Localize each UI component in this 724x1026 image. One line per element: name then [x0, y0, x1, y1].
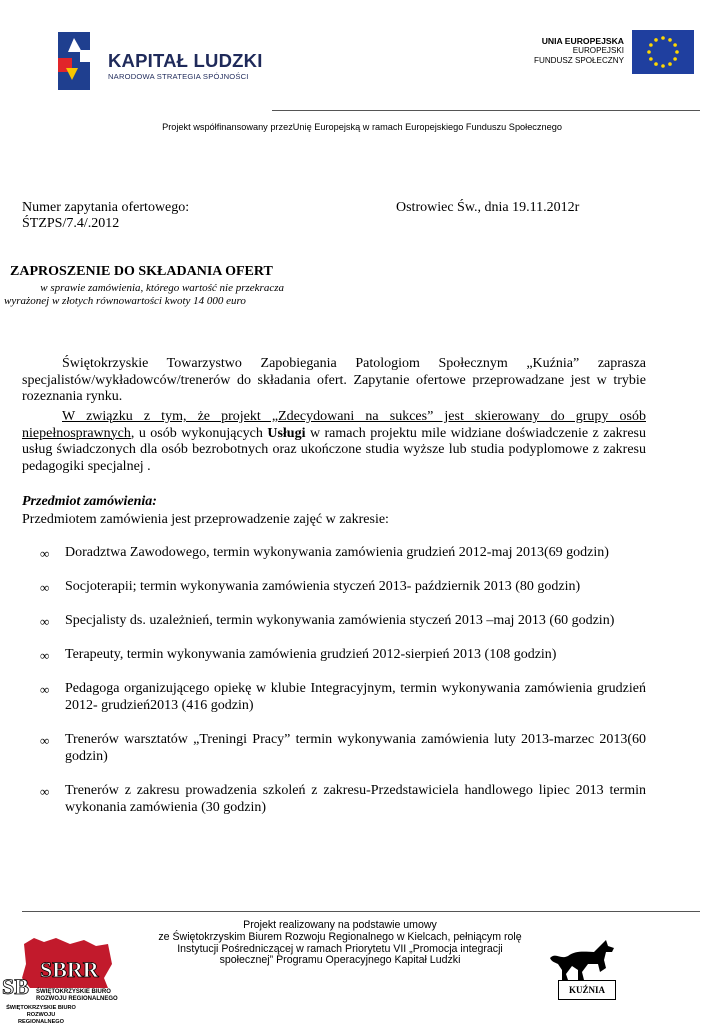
footer-line: Instytucji Pośredniczącej w ramach Priorytetu VII „Promocja integracji — [177, 942, 503, 955]
horse-icon — [548, 938, 618, 982]
eu-star-icon — [661, 64, 665, 68]
kl-logo-name: KAPITAŁ LUDZKI — [108, 50, 263, 71]
list-item — [40, 646, 646, 663]
intro-paragraph: Świętokrzyskie Towarzystwo Zapobiegania Patologiom Społecznym „Kuźnia” zaprasza specjalistów/wykładowców/trenerów do składania ofert. Zapytanie ofertowe przeprowadzane jest w trybie rozeznania rynku. — [22, 356, 646, 405]
list-item-text: Specjalisty ds. uzależnień, termin wykonywania zamówienia styczeń 2013 –maj 2013 (60 godzin) — [65, 613, 615, 628]
bullet-icon: ∞ — [40, 733, 50, 748]
list-item — [40, 578, 646, 595]
kuznia-logo-label: KUŹNIA — [558, 980, 616, 1000]
bullet-icon: ∞ — [40, 580, 50, 595]
reference-label: Numer zapytania ofertowego: — [22, 200, 190, 215]
eu-logo-line2: EUROPEJSKI — [572, 46, 624, 55]
eu-logo-lines — [524, 46, 624, 66]
eu-star-icon — [668, 62, 672, 66]
eu-logo-line3: FUNDUSZ SPOŁECZNY — [534, 56, 624, 65]
list-item-text: Socjoterapii; termin wykonywania zamówienia styczeń 2013- październik 2013 (80 godzin) — [65, 579, 581, 594]
bullet-icon: ∞ — [40, 784, 50, 799]
services-bold-text: Usługi — [267, 425, 306, 441]
document-title: ZAPROSZENIE DO SKŁADANIA OFERT — [10, 264, 273, 279]
list-item-text: Trenerów z zakresu prowadzenia szkoleń z zakresu-Przedstawiciela handlowego lipiec 2013 termin wykonania zamówienia (30 godzin) — [65, 783, 646, 815]
footer-divider — [22, 911, 700, 912]
bullet-icon: ∞ — [40, 648, 50, 663]
eu-star-icon — [661, 36, 665, 40]
list-item — [40, 731, 646, 765]
reference-number: ŚTZPS/7.4/.2012 — [22, 216, 120, 231]
bullet-icon: ∞ — [40, 614, 50, 629]
footer-line: społecznej” Programu Operacyjnego Kapitał Ludzki — [219, 954, 461, 967]
list-item-text: Pedagoga organizującego opiekę w klubie Integracyjnym, termin wykonywania zamówienia grudzień 2012- grudzień2013 (416 godzin) — [65, 681, 646, 713]
list-item — [40, 612, 646, 629]
title-subline-2: wyrażonej w złotych równowartości kwoty 14 000 euro — [4, 295, 246, 307]
list-item-text: Trenerów warsztatów „Treningi Pracy” termin wykonywania zamówienia luty 2013-marzec 2013(60 godzin) — [65, 732, 646, 764]
footer-line: ze Świętokrzyskim Biurem Rozwoju Regionalnego w Kielcach, pełniącym rolę — [158, 930, 522, 943]
requirements-paragraph — [22, 409, 646, 475]
eu-flag-icon — [632, 30, 694, 74]
list-item-text: Doradztwa Zawodowego, termin wykonywania zamówienia grudzień 2012-maj 2013(69 godzin) — [65, 545, 609, 560]
order-items-list — [40, 544, 646, 816]
list-item — [40, 680, 646, 714]
eu-star-icon — [675, 50, 679, 54]
eu-star-icon — [647, 50, 651, 54]
sbrr-caption-2: ŚWIĘTOKRZYSKIE BIURO ROZWOJU REGIONALNEGO — [6, 1005, 76, 1025]
list-item-text: Terapeuty, termin wykonywania zamówienia grudzień 2012-sierpień 2013 (108 godzin) — [65, 647, 557, 662]
header-divider — [272, 110, 700, 111]
subject-heading: Przedmiot zamówienia: — [22, 494, 157, 509]
project-target-text: W związku z tym, że projekt „Zdecydowani na sukces” jest skierowany do grupy osób niepełnosprawnych — [22, 409, 646, 441]
eu-star-icon — [668, 38, 672, 42]
eu-star-icon — [649, 43, 653, 47]
eu-star-icon — [673, 43, 677, 47]
footer-note — [140, 920, 540, 967]
cofinance-note: Projekt współfinansowany przezUnię Europejską w ramach Europejskiego Funduszu Społecznego — [162, 122, 562, 132]
subject-intro: Przedmiotem zamówienia jest przeprowadzenie zajęć w zakresie: — [22, 512, 389, 527]
svg-text:SB: SB — [2, 974, 29, 999]
sbrr-caption-1: ŚWIĘTOKRZYSKIE BIURO ROZWOJU REGIONALNEGO — [36, 989, 118, 1002]
eu-star-icon — [673, 57, 677, 61]
list-item — [40, 782, 646, 816]
requirements-text-a: , u osób wykonujących — [130, 425, 268, 441]
list-item — [40, 544, 646, 561]
eu-star-icon — [654, 38, 658, 42]
bullet-icon: ∞ — [40, 682, 50, 697]
eu-star-icon — [649, 57, 653, 61]
place-date: Ostrowiec Św., dnia 19.11.2012r — [396, 200, 580, 215]
bullet-icon: ∞ — [40, 546, 50, 561]
eu-star-icon — [654, 62, 658, 66]
kl-logo-subtitle: NARODOWA STRATEGIA SPÓJNOŚCI — [108, 72, 249, 81]
title-subline-1: w sprawie zamówienia, którego wartość nie przekracza — [40, 282, 284, 294]
requirements-text-b: w ramach projektu mile widziane doświadczenie z zakresu usług świadczonych dla osób bezrobotnych oraz ukończone studia wyższe lub studia podyplomowe z zakresu pedagogiki specjalnej . — [22, 425, 646, 474]
sbrr-mark: SBRR — [40, 957, 99, 982]
footer-line: Projekt realizowany na podstawie umowy — [243, 919, 437, 931]
eu-logo-line1: UNIA EUROPEJSKA — [541, 36, 624, 46]
